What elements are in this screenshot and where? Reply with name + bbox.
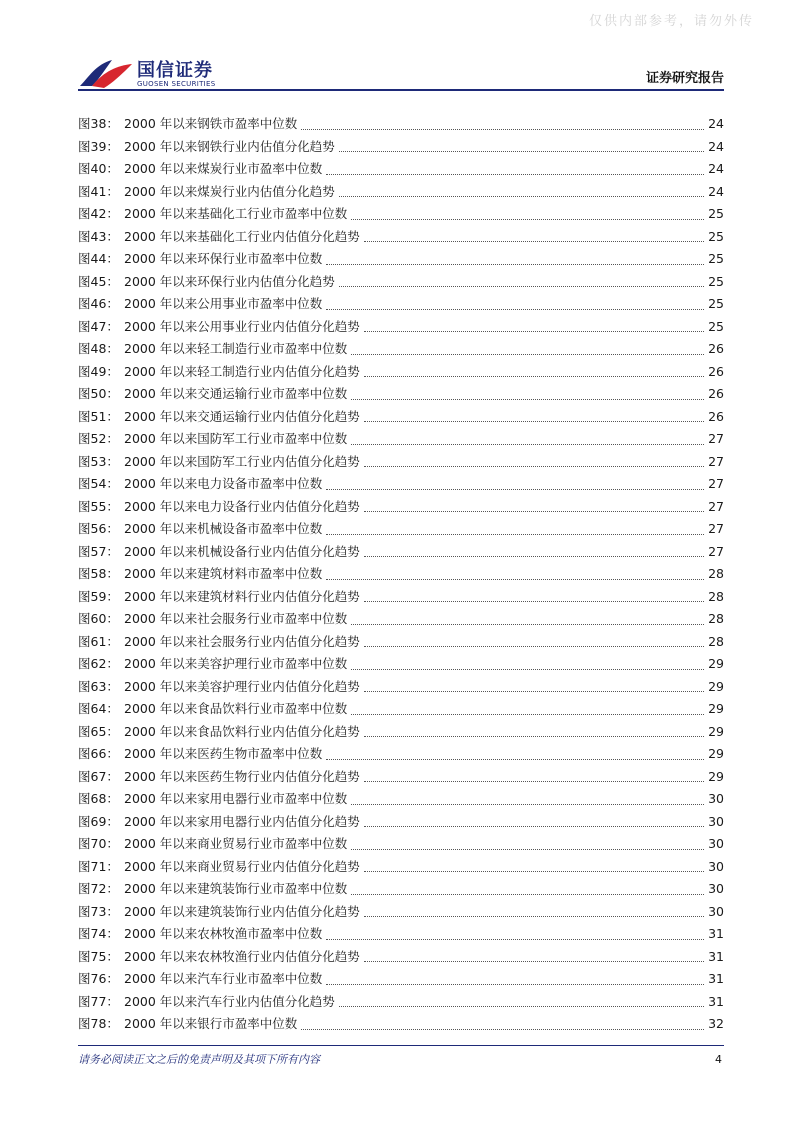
toc-entry[interactable] (78, 114, 724, 137)
toc-figure-number: 图62： (78, 656, 119, 671)
toc-figure-title: 2000 年以来交通运输行业内估值分化趋势 (124, 408, 360, 424)
toc-figure-title: 2000 年以来公用事业行业内估值分化趋势 (124, 318, 360, 334)
toc-figure-title: 2000 年以来商业贸易行业内估值分化趋势 (124, 858, 360, 874)
toc-leader-dots (364, 736, 704, 737)
toc-figure-number: 图39： (78, 138, 119, 154)
toc-figure-title: 2000 年以来银行市盈率中位数 (124, 1016, 298, 1031)
toc-figure-number: 图46： (78, 296, 119, 311)
toc-figure-number: 图47： (78, 318, 119, 334)
toc-leader-dots (364, 466, 704, 467)
toc-leader-dots (326, 264, 704, 265)
toc-figure-number: 图58： (78, 566, 119, 581)
toc-figure-title: 2000 年以来钢铁行业内估值分化趋势 (124, 138, 335, 154)
toc-figure-title: 2000 年以来基础化工行业内估值分化趋势 (124, 228, 360, 244)
toc-leader-dots (364, 601, 704, 602)
toc-page-number: 27 (708, 453, 724, 469)
toc-leader-dots (364, 871, 704, 872)
toc-leader-dots (351, 399, 704, 400)
toc-page-number: 29 (708, 701, 724, 716)
brand-logo (78, 54, 238, 90)
toc-figure-title: 2000 年以来汽车行业内估值分化趋势 (124, 993, 335, 1009)
toc-figure-title: 2000 年以来农林牧渔市盈率中位数 (124, 926, 323, 941)
toc-entry[interactable] (78, 294, 724, 317)
toc-page-number: 32 (708, 1016, 724, 1031)
toc-entry[interactable] (78, 857, 724, 880)
toc-figure-number: 图57： (78, 543, 119, 559)
toc-figure-title: 2000 年以来社会服务行业市盈率中位数 (124, 611, 348, 626)
toc-leader-dots (339, 286, 704, 287)
toc-figure-title: 2000 年以来家用电器行业内估值分化趋势 (124, 813, 360, 829)
toc-page-number: 29 (708, 723, 724, 739)
toc-entry[interactable] (78, 992, 724, 1015)
toc-entry[interactable] (78, 564, 724, 587)
toc-page-number: 26 (708, 386, 724, 401)
toc-figure-number: 图43： (78, 228, 119, 244)
toc-page-number: 28 (708, 566, 724, 581)
toc-entry[interactable] (78, 677, 724, 700)
report-type: 证券研究报告 (645, 71, 724, 86)
toc-page-number: 28 (708, 633, 724, 649)
toc-leader-dots (364, 376, 704, 377)
toc-figure-number: 图71： (78, 858, 119, 874)
toc-entry[interactable] (78, 407, 724, 430)
toc-figure-title: 2000 年以来医药生物市盈率中位数 (124, 746, 323, 761)
toc-figure-title: 2000 年以来建筑材料行业内估值分化趋势 (124, 588, 360, 604)
brand-name: 国信证券 (137, 60, 213, 81)
toc-figure-number: 图49： (78, 363, 119, 379)
toc-entry[interactable] (78, 204, 724, 227)
toc-figure-title: 2000 年以来轻工制造行业市盈率中位数 (124, 341, 348, 356)
toc-entry[interactable] (78, 947, 724, 970)
toc-figure-number: 图55： (78, 498, 119, 514)
toc-page-number: 30 (708, 791, 724, 806)
footer-divider (78, 1045, 724, 1046)
toc-page-number: 29 (708, 678, 724, 694)
toc-entry[interactable] (78, 497, 724, 520)
toc-entry[interactable] (78, 744, 724, 767)
toc-figure-number: 图64： (78, 701, 119, 716)
toc-figure-number: 图53： (78, 453, 119, 469)
toc-leader-dots (364, 511, 704, 512)
toc-figure-title: 2000 年以来建筑装饰行业内估值分化趋势 (124, 903, 360, 919)
toc-leader-dots (326, 759, 704, 760)
toc-leader-dots (301, 129, 704, 130)
toc-page-number: 28 (708, 588, 724, 604)
toc-entry[interactable] (78, 159, 724, 182)
toc-leader-dots (351, 354, 704, 355)
toc-leader-dots (326, 534, 704, 535)
toc-entry[interactable] (78, 339, 724, 362)
toc-entry[interactable] (78, 812, 724, 835)
toc-figure-title: 2000 年以来环保行业市盈率中位数 (124, 251, 323, 266)
toc-page-number: 30 (708, 813, 724, 829)
toc-figure-number: 图73： (78, 903, 119, 919)
toc-leader-dots (301, 1029, 704, 1030)
toc-figure-title: 2000 年以来煤炭行业市盈率中位数 (124, 161, 323, 176)
toc-figure-title: 2000 年以来食品饮料行业市盈率中位数 (124, 701, 348, 716)
toc-leader-dots (339, 196, 704, 197)
toc-page-number: 30 (708, 903, 724, 919)
toc-page-number: 27 (708, 521, 724, 536)
toc-figure-title: 2000 年以来钢铁市盈率中位数 (124, 116, 298, 131)
toc-page-number: 28 (708, 611, 724, 626)
toc-entry[interactable] (78, 924, 724, 947)
toc-entry[interactable] (78, 227, 724, 250)
toc-page-number: 25 (708, 318, 724, 334)
brand-emblem-icon (78, 56, 134, 90)
toc-page-number: 25 (708, 296, 724, 311)
toc-page-number: 25 (708, 206, 724, 221)
toc-page-number: 31 (708, 926, 724, 941)
toc-figure-number: 图70： (78, 836, 119, 851)
page-number: 4 (715, 1053, 722, 1066)
toc-page-number: 27 (708, 431, 724, 446)
toc-leader-dots (339, 1006, 704, 1007)
toc-leader-dots (326, 939, 704, 940)
toc-leader-dots (326, 309, 704, 310)
toc-page-number: 24 (708, 116, 724, 131)
toc-leader-dots (364, 421, 704, 422)
toc-figure-title: 2000 年以来食品饮料行业内估值分化趋势 (124, 723, 360, 739)
toc-leader-dots (351, 714, 704, 715)
toc-entry[interactable] (78, 182, 724, 205)
toc-figure-number: 图66： (78, 746, 119, 761)
toc-figure-number: 图40： (78, 161, 119, 176)
toc-leader-dots (351, 894, 704, 895)
toc-figure-number: 图78： (78, 1016, 119, 1031)
toc-entry[interactable] (78, 902, 724, 925)
toc-figure-number: 图45： (78, 273, 119, 289)
toc-figure-number: 图54： (78, 476, 119, 491)
toc-figure-title: 2000 年以来环保行业内估值分化趋势 (124, 273, 335, 289)
toc-page-number: 29 (708, 656, 724, 671)
toc-figure-number: 图76： (78, 971, 119, 986)
toc-entry[interactable] (78, 834, 724, 857)
toc-entry[interactable] (78, 767, 724, 790)
toc-figure-number: 图48： (78, 341, 119, 356)
toc-page-number: 29 (708, 768, 724, 784)
toc-figure-number: 图51： (78, 408, 119, 424)
toc-figure-title: 2000 年以来建筑装饰行业市盈率中位数 (124, 881, 348, 896)
toc-entry[interactable] (78, 654, 724, 677)
toc-page-number: 27 (708, 476, 724, 491)
toc-figure-title: 2000 年以来国防军工行业内估值分化趋势 (124, 453, 360, 469)
toc-page-number: 30 (708, 881, 724, 896)
toc-leader-dots (364, 961, 704, 962)
toc-figure-title: 2000 年以来建筑材料市盈率中位数 (124, 566, 323, 581)
toc-figure-title: 2000 年以来社会服务行业内估值分化趋势 (124, 633, 360, 649)
toc-figure-number: 图75： (78, 948, 119, 964)
toc-figure-title: 2000 年以来美容护理行业市盈率中位数 (124, 656, 348, 671)
toc-page-number: 25 (708, 273, 724, 289)
toc-page-number: 29 (708, 746, 724, 761)
toc-figure-number: 图42： (78, 206, 119, 221)
toc-figure-title: 2000 年以来电力设备市盈率中位数 (124, 476, 323, 491)
toc-leader-dots (364, 781, 704, 782)
toc-figure-number: 图41： (78, 183, 119, 199)
toc-entry[interactable] (78, 542, 724, 565)
toc-entry[interactable] (78, 272, 724, 295)
toc-entry[interactable] (78, 249, 724, 272)
toc-figure-title: 2000 年以来农林牧渔行业内估值分化趋势 (124, 948, 360, 964)
toc-figure-number: 图56： (78, 521, 119, 536)
toc-entry[interactable] (78, 362, 724, 385)
toc-page-number: 24 (708, 161, 724, 176)
toc-figure-number: 图50： (78, 386, 119, 401)
toc-entry[interactable] (78, 452, 724, 475)
toc-leader-dots (364, 826, 704, 827)
toc-figure-number: 图38： (78, 116, 119, 131)
toc-figure-title: 2000 年以来医药生物行业内估值分化趋势 (124, 768, 360, 784)
toc-page-number: 26 (708, 408, 724, 424)
toc-figure-number: 图44： (78, 251, 119, 266)
toc-figure-number: 图52： (78, 431, 119, 446)
toc-page-number: 27 (708, 543, 724, 559)
toc-entry[interactable] (78, 609, 724, 632)
footer-disclaimer: 请务必阅读正文之后的免责声明及其项下所有内容 (78, 1053, 320, 1066)
toc-figure-title: 2000 年以来电力设备行业内估值分化趋势 (124, 498, 360, 514)
toc-figure-title: 2000 年以来交通运输行业市盈率中位数 (124, 386, 348, 401)
toc-page-number: 25 (708, 228, 724, 244)
toc-figure-number: 图63： (78, 678, 119, 694)
toc-leader-dots (351, 624, 704, 625)
toc-leader-dots (364, 646, 704, 647)
toc-figure-title: 2000 年以来机械设备行业内估值分化趋势 (124, 543, 360, 559)
watermark: 仅供内部参考，请勿外传 (588, 14, 754, 29)
toc-figure-title: 2000 年以来机械设备市盈率中位数 (124, 521, 323, 536)
toc-leader-dots (364, 916, 704, 917)
toc-entry[interactable] (78, 699, 724, 722)
toc-figure-title: 2000 年以来美容护理行业内估值分化趋势 (124, 678, 360, 694)
toc-leader-dots (364, 241, 704, 242)
toc-page-number: 26 (708, 363, 724, 379)
toc-page-number: 31 (708, 971, 724, 986)
toc-page-number: 25 (708, 251, 724, 266)
toc-entry[interactable] (78, 137, 724, 160)
toc-figure-title: 2000 年以来轻工制造行业内估值分化趋势 (124, 363, 360, 379)
toc-page-number: 30 (708, 836, 724, 851)
toc-figure-title: 2000 年以来公用事业市盈率中位数 (124, 296, 323, 311)
toc-figure-number: 图59： (78, 588, 119, 604)
toc-figure-number: 图69： (78, 813, 119, 829)
toc-entry[interactable] (78, 969, 724, 992)
toc-figure-number: 图72： (78, 881, 119, 896)
toc-page-number: 27 (708, 498, 724, 514)
brand-subtitle: GUOSEN SECURITIES (137, 80, 216, 88)
toc-leader-dots (351, 804, 704, 805)
toc-page-number: 31 (708, 993, 724, 1009)
toc-figure-title: 2000 年以来汽车行业市盈率中位数 (124, 971, 323, 986)
toc-leader-dots (351, 444, 704, 445)
toc-leader-dots (326, 174, 704, 175)
toc-figure-number: 图60： (78, 611, 119, 626)
toc-leader-dots (326, 579, 704, 580)
toc-entry[interactable] (78, 519, 724, 542)
toc-figure-title: 2000 年以来国防军工行业市盈率中位数 (124, 431, 348, 446)
toc-leader-dots (326, 984, 704, 985)
figure-list (78, 114, 724, 1037)
toc-leader-dots (364, 331, 704, 332)
toc-leader-dots (364, 691, 704, 692)
toc-leader-dots (339, 151, 704, 152)
toc-leader-dots (351, 849, 704, 850)
toc-figure-number: 图68： (78, 791, 119, 806)
toc-leader-dots (351, 219, 704, 220)
toc-entry[interactable] (78, 587, 724, 610)
toc-entry[interactable] (78, 384, 724, 407)
toc-entry[interactable] (78, 632, 724, 655)
toc-leader-dots (351, 669, 704, 670)
toc-figure-title: 2000 年以来基础化工行业市盈率中位数 (124, 206, 348, 221)
toc-entry[interactable] (78, 1014, 724, 1037)
toc-figure-number: 图67： (78, 768, 119, 784)
toc-entry[interactable] (78, 789, 724, 812)
toc-figure-number: 图77： (78, 993, 119, 1009)
toc-page-number: 26 (708, 341, 724, 356)
toc-leader-dots (326, 489, 704, 490)
toc-figure-title: 2000 年以来家用电器行业市盈率中位数 (124, 791, 348, 806)
toc-entry[interactable] (78, 879, 724, 902)
toc-page-number: 31 (708, 948, 724, 964)
toc-figure-number: 图61： (78, 633, 119, 649)
toc-entry[interactable] (78, 722, 724, 745)
toc-figure-number: 图74： (78, 926, 119, 941)
toc-page-number: 30 (708, 858, 724, 874)
toc-figure-number: 图65： (78, 723, 119, 739)
toc-entry[interactable] (78, 317, 724, 340)
toc-entry[interactable] (78, 429, 724, 452)
toc-leader-dots (364, 556, 704, 557)
toc-page-number: 24 (708, 183, 724, 199)
toc-figure-title: 2000 年以来煤炭行业内估值分化趋势 (124, 183, 335, 199)
toc-figure-title: 2000 年以来商业贸易行业市盈率中位数 (124, 836, 348, 851)
header-divider (78, 89, 724, 91)
toc-page-number: 24 (708, 138, 724, 154)
toc-entry[interactable] (78, 474, 724, 497)
